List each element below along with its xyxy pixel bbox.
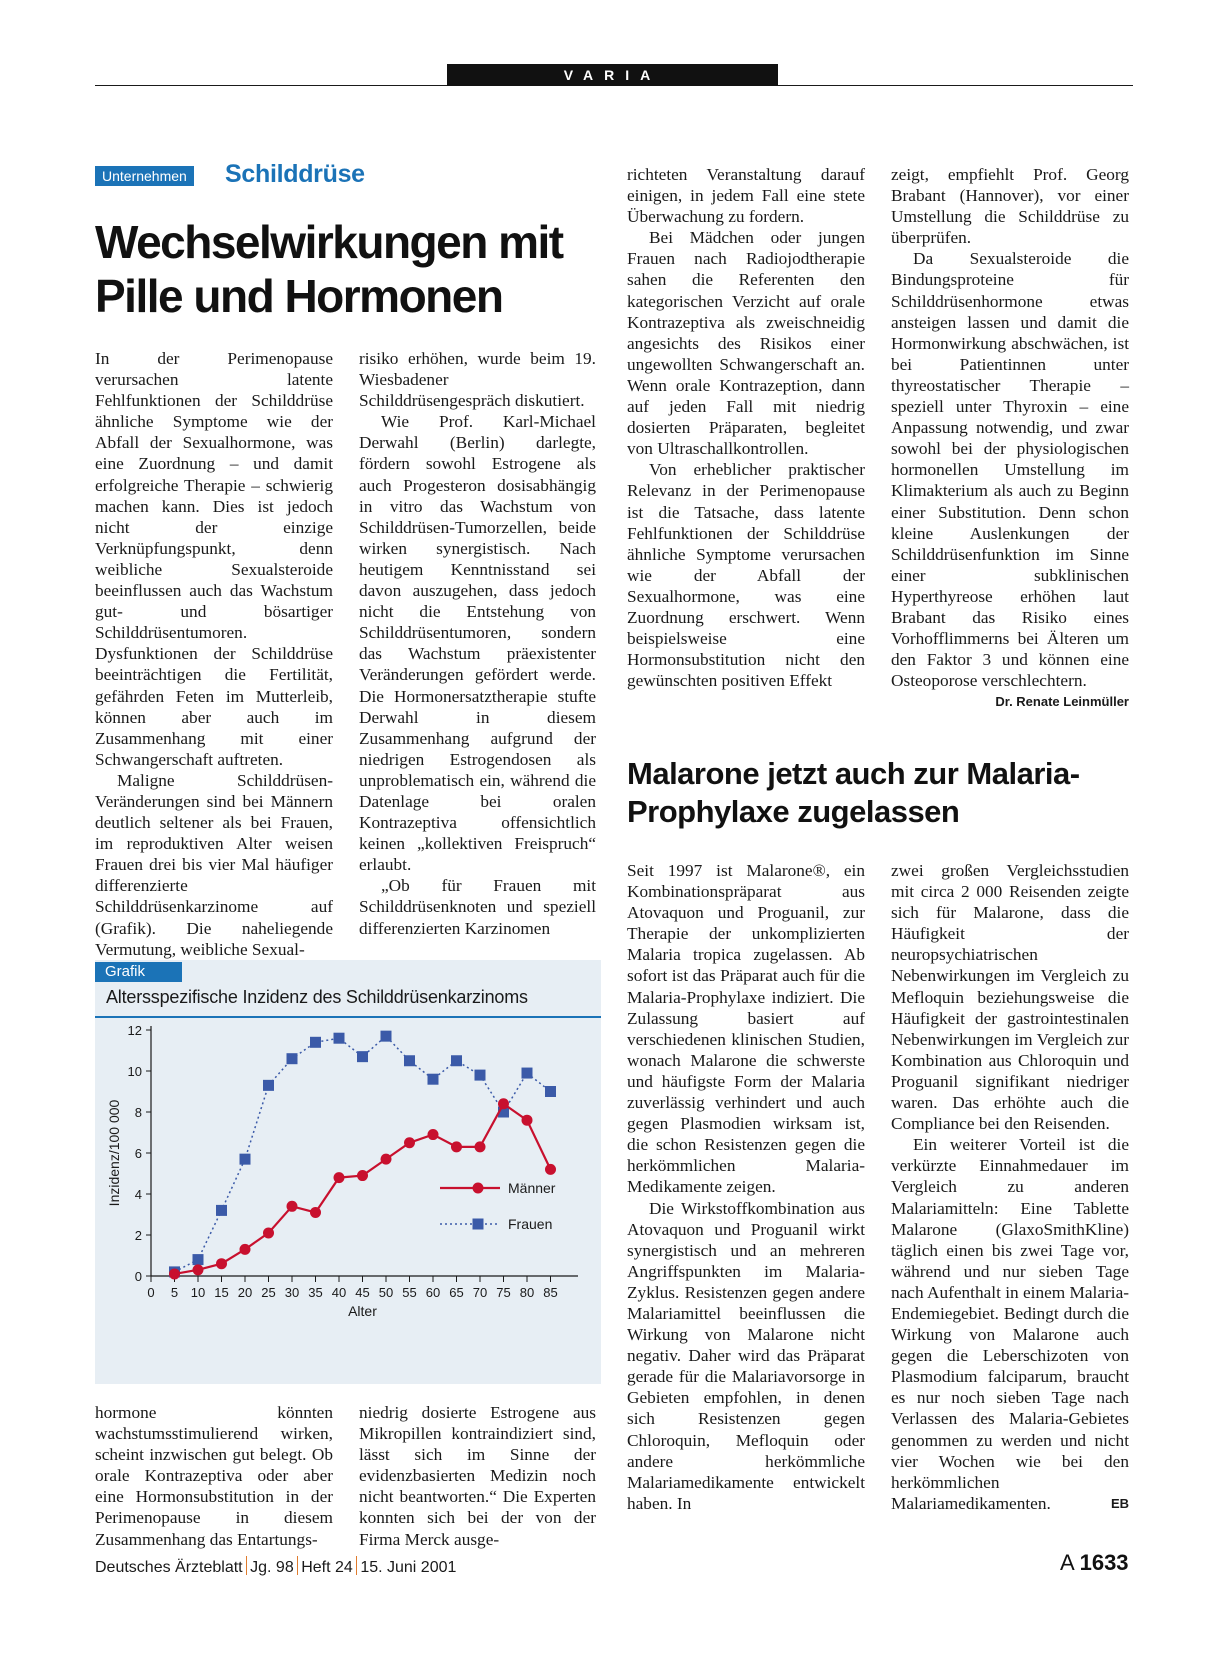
y-tick-label: 4	[134, 1187, 142, 1202]
section-label: VARIA	[447, 64, 778, 86]
data-point	[310, 1037, 321, 1048]
y-tick-label: 12	[127, 1023, 142, 1038]
y-tick-label: 2	[134, 1228, 142, 1243]
author-signature: Dr. Renate Leinmüller	[995, 694, 1129, 710]
paragraph: richteten Veranstaltung darauf einigen, in jedem Fall eine stete Überwachung zu fordern.	[627, 165, 865, 227]
paragraph: hormone könnten wachstumsstimulierend wirken, scheint inzwischen gut belegt. Ob orale Kontrazeptiva oder aber eine Hormonsubstitution in der Perimenopause in diesem Zusammenhang das Entartungs-	[95, 1403, 333, 1549]
x-tick-label: 5	[170, 1285, 179, 1300]
topic-label: Schilddrüse	[225, 160, 365, 188]
paragraph: zeigt, empfiehlt Prof. Georg Brabant (Hannover), vor einer Umstellung die Schilddrüse zu überprüfen.	[891, 165, 1129, 248]
x-tick-label: 15	[214, 1285, 229, 1300]
article1-column-1-continued	[95, 1402, 333, 1550]
data-point	[451, 1055, 462, 1066]
data-point	[522, 1068, 533, 1079]
data-point	[216, 1205, 227, 1216]
data-point	[216, 1258, 227, 1269]
data-point	[545, 1086, 556, 1097]
paragraph: Wie Prof. Karl-Michael Derwahl (Berlin) darlegte, fördern sowohl Estrogene als auch Progesteron dosisabhängig in vitro das Wachstum von Schilddrüsen-Tumorzellen, beide wirken synergistisch. Nach heutigem Kenntnisstand sei davon auszugehen, dass jedoch nicht die Entstehung von Schilddrüsentumoren, sondern das Wachstum präexistenter Veränderungen gefördert werde. Die Hormonersatztherapie stufte Derwahl in diesem Zusammenhang aufgrund der niedrigen Estrogendosen als unproblematisch ein, während die Datenlage bei oralen Kontrazeptiva offensichtlich keinen „kollektiven Freispruch“ erlaubt.	[359, 412, 596, 875]
x-tick-label: 60	[425, 1285, 441, 1300]
data-point	[240, 1154, 251, 1165]
paragraph: Die Wirkstoffkombination aus Atovaquon und Proguanil wirkt synergistisch und an mehreren Angriffspunkten im Malaria-Zyklus. Resistenzen gegen andere Malariamittel beeinflussen die Wirkung von Malarone nicht negativ. Daher wird das Präparat gerade für die Malariavorsorge in Gebieten empfohlen, in denen sich Resistenzen gegen Chloroquin, Mefloquin oder andere herkömmliche Malariamedikamente entwickelt haben. In	[627, 1198, 865, 1513]
data-point	[498, 1098, 509, 1109]
x-tick-label: 25	[261, 1285, 276, 1300]
paragraph: Seit 1997 ist Malarone®, ein Kombinationspräparat aus Atovaquon und Proguanil, zur Therapie der unkomplizierten Malaria tropica zugelassen. Ab sofort ist das Präparat auch für die Malaria-Prophylaxe indiziert. Die Zulassung basiert auf verschiedenen klinischen Studien, wonach Malarone die schwerste und häufigste Form der Malaria zuverlässig verhindert und auch gegen Plasmodien wirksam ist, die schon Resistenzen gegen die herkömmlichen Malaria-Medikamente zeigen.	[627, 861, 865, 1197]
article1-column-1	[95, 348, 333, 960]
paragraph: niedrig dosierte Estrogene aus Mikropillen kontraindiziert sind, lässt sich im Sinne der evidenzbasierten Medizin noch nicht beantworten.“ Die Experten konnten sich bei der von der Firma Merck ausge-	[359, 1403, 596, 1549]
y-axis-label: Inzidenz/100 000	[106, 1099, 122, 1207]
x-tick-label: 40	[331, 1285, 347, 1300]
volume: Jg. 98	[250, 1559, 294, 1576]
x-tick-label: 0	[147, 1285, 155, 1300]
data-point	[404, 1055, 415, 1066]
data-point	[545, 1164, 556, 1175]
figure-tag: Grafik	[95, 962, 182, 982]
data-point	[263, 1080, 274, 1091]
article-title: Wechselwirkungen mit Pille und Hormonen	[95, 216, 563, 322]
category-tag: Unternehmen	[95, 166, 194, 186]
x-tick-label: 85	[543, 1285, 558, 1300]
data-point	[263, 1227, 274, 1238]
article2-column-2	[891, 860, 1129, 1514]
paragraph: Bei Mädchen oder jungen Frauen nach Radiojodtherapie sahen die Referenten den kategorischen Verzicht auf orale Kontrazeptiva als zweischneidig angesichts des Risikos einer ungewollten Schwangerschaft an. Wenn orale Kontrazeption, dann auf jeden Fall mit niedrig dosierten Präparaten, begleitet von Ultraschallkontrollen.	[627, 228, 865, 459]
data-point	[451, 1141, 462, 1152]
data-point	[522, 1115, 533, 1126]
article1-column-2-continued	[359, 1402, 596, 1550]
y-tick-label: 0	[134, 1269, 142, 1284]
paragraph: Da Sexualsteroide die Bindungsproteine für Schilddrüsenhormone etwas ansteigen lassen und damit die Hormonwirkung abschwächen, ist bei Patientinnen unter thyreostatischer Therapie – speziell unter Thyroxin – eine Anpassung notwendig, und zwar sowohl bei der physiologischen hormonellen Umstellung im Klimakterium als auch zu Beginn einer Substitution. Denn schon kleine Auslenkungen der Schilddrüsenfunktion im Sinne einer subklinischen Hyperthyreose erhöhen laut Brabant das Risiko eines Vorhofflimmerns bei Älteren um den Faktor 3 und können eine Osteoporose verschlechtern. Dr. Renate Leinmüller	[891, 248, 1129, 691]
article2-column-1	[627, 860, 865, 1514]
data-point	[287, 1053, 298, 1064]
figure-title: Altersspezifische Inzidenz des Schilddrüsenkarzinoms	[106, 987, 528, 1007]
paragraph: „Ob für Frauen mit Schilddrüsenknoten und speziell differenzierten Karzinomen	[359, 876, 596, 938]
data-point	[381, 1031, 392, 1042]
data-point	[240, 1244, 251, 1255]
paragraph: In der Perimenopause verursachen latente Fehlfunktionen der Schilddrüse ähnliche Symptome wie der Abfall der Sexualhormone, was eine Zuordnung – und damit erfolgreiche Therapie – schwierig machen kann. Dies ist jedoch nicht der einzige Verknüpfungspunkt, denn weibliche Sexualsteroide beeinflussen auch das Wachstum gut- und bösartiger Schilddrüsentumoren. Dysfunktionen der Schilddrüse beeinträchtigen die Fertilität, gefährden Feten im Mutterleib, können aber auch im Zusammenhang mit einer Schwangerschaft auftreten.	[95, 349, 333, 769]
x-tick-label: 75	[496, 1285, 511, 1300]
x-tick-label: 35	[308, 1285, 323, 1300]
article1-column-4	[891, 164, 1129, 712]
issue: Heft 24	[301, 1559, 353, 1576]
data-point	[475, 1070, 486, 1081]
paragraph: Maligne Schilddrüsen-Veränderungen sind bei Männern deutlich seltener als bei Frauen, im reproduktiven Alter weisen Frauen drei bis vier Mal häufiger differenzierte Schilddrüsenkarzinome auf (Grafik). Die naheliegende Vermutung, weibliche Sexual-	[95, 770, 333, 959]
y-tick-label: 10	[127, 1064, 142, 1079]
x-tick-label: 50	[378, 1285, 394, 1300]
legend-marker	[473, 1219, 484, 1230]
paragraph: risiko erhöhen, wurde beim 19. Wiesbadener Schilddrüsengespräch diskutiert.	[359, 349, 596, 411]
paragraph: Ein weiterer Vorteil ist die verkürzte Einnahmedauer im Vergleich zu anderen Malariamitteln: Eine Tablette Malarone (GlaxoSmithKline) täglich einen bis zwei Tage vor, während und nur sieben Tage nach Aufenthalt in einem Malaria-Endemiegebiet. Bedingt durch die Wirkung von Malarone auch gegen die Leberschizoten von Plasmodium falciparum, braucht es nur noch sieben Tage nach Verlassen des Malaria-Gebietes genommen zu werden und nicht vier Wochen wie bei den herkömmlichen Malariamedikamenten. EB	[891, 1135, 1130, 1513]
series-line-Frauen	[175, 1036, 551, 1272]
article1-column-2	[359, 348, 596, 939]
paragraph: Von erheblicher praktischer Relevanz in der Perimenopause ist die Tatsache, dass latente Fehlfunktionen der Schilddrüse ähnliche Symptome verursachen wie der Abfall der Sexualhormone, was eine Zuordnung erschwert. Wenn beispielsweise eine Hormonsubstitution nicht den gewünschten positiven Effekt	[627, 460, 865, 691]
data-point	[475, 1141, 486, 1152]
data-point	[334, 1033, 345, 1044]
x-tick-label: 55	[402, 1285, 417, 1300]
data-point	[404, 1137, 415, 1148]
x-axis-label: Alter	[348, 1303, 377, 1319]
x-tick-label: 80	[519, 1285, 535, 1300]
footer-citation	[95, 1556, 456, 1577]
journal-name: Deutsches Ärzteblatt	[95, 1559, 243, 1576]
paragraph: zwei großen Vergleichsstudien mit circa 2 000 Reisenden zeigte sich für Malarone, dass die Häufigkeit der neuropsychiatrischen Nebenwirkungen im Vergleich zu Mefloquin beziehungsweise die Häufigkeit der gastrointestinalen Nebenwirkungen im Vergleich zur Kombination aus Chloroquin und Proguanil signifikant niedriger waren. Das erhöhte auch die Compliance bei den Reisenden.	[891, 861, 1129, 1134]
x-tick-label: 45	[355, 1285, 370, 1300]
legend-label: Männer	[508, 1180, 556, 1196]
legend-label: Frauen	[508, 1216, 553, 1232]
data-point	[193, 1254, 204, 1265]
page-number: A 1633	[1060, 1550, 1129, 1575]
x-tick-label: 10	[190, 1285, 206, 1300]
date: 15. Juni 2001	[360, 1559, 457, 1576]
data-point	[287, 1201, 298, 1212]
data-point	[357, 1051, 368, 1062]
data-point	[310, 1207, 321, 1218]
article1-column-3	[627, 164, 865, 691]
author-signature: EB	[1110, 1495, 1129, 1511]
article2-title: Malarone jetzt auch zur Malaria-Prophylaxe zugelassen	[627, 756, 1080, 829]
incidence-line-chart	[95, 1018, 601, 1382]
x-tick-label: 20	[237, 1285, 253, 1300]
legend-marker	[473, 1183, 484, 1194]
x-tick-label: 65	[449, 1285, 464, 1300]
data-point	[381, 1154, 392, 1165]
data-point	[428, 1074, 439, 1085]
data-point	[357, 1170, 368, 1181]
data-point	[334, 1172, 345, 1183]
x-tick-label: 30	[284, 1285, 300, 1300]
y-tick-label: 8	[134, 1105, 142, 1120]
data-point	[193, 1264, 204, 1275]
y-tick-label: 6	[134, 1146, 142, 1161]
data-point	[428, 1129, 439, 1140]
data-point	[169, 1268, 180, 1279]
x-tick-label: 70	[472, 1285, 488, 1300]
